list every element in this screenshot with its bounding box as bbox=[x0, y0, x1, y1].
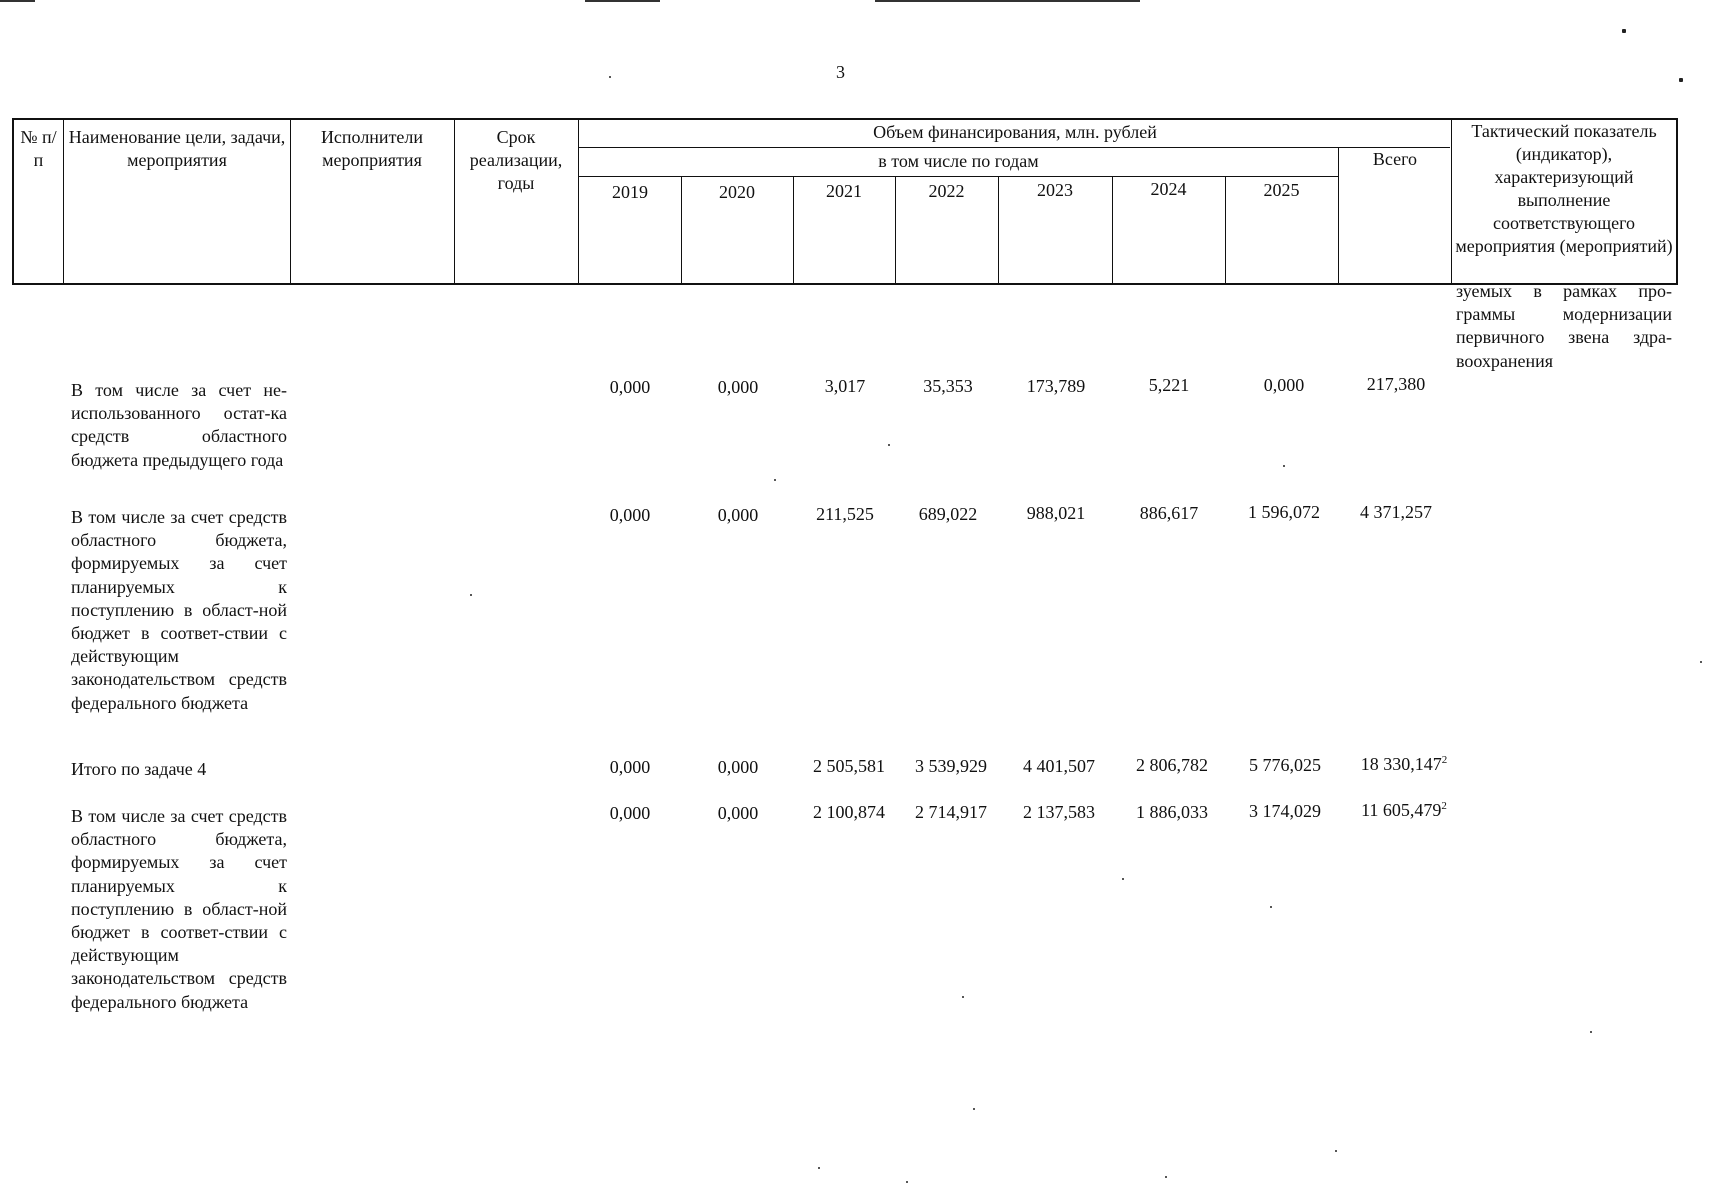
total-text: 18 330,147 bbox=[1360, 754, 1442, 774]
scan-speck bbox=[609, 76, 611, 78]
value-2022: 2 714,917 bbox=[915, 802, 987, 822]
header-year-2020: 2020 bbox=[719, 182, 755, 202]
value-2019: 0,000 bbox=[609, 505, 651, 525]
scan-speck bbox=[1700, 661, 1702, 663]
header-funding: Объем финансирования, млн. рублей bbox=[873, 122, 1157, 142]
table-header bbox=[0, 0, 1711, 300]
value-2020: 0,000 bbox=[717, 803, 759, 823]
header-year-2023: 2023 bbox=[1037, 180, 1073, 200]
value-2022: 689,022 bbox=[918, 504, 978, 524]
scan-speck bbox=[470, 594, 472, 596]
total-text: 4 371,257 bbox=[1360, 502, 1432, 522]
row-label: В том числе за счет средств областного бюджета, формируемых за счет планируемых к поступлению в област-ной бюджет в соответ-ствии с действующим законодательством средств федерального бюджета bbox=[71, 507, 287, 713]
total-text: 217,380 bbox=[1366, 374, 1426, 394]
page-number: 3 bbox=[836, 62, 845, 82]
header-executors: Исполнители мероприятия bbox=[320, 127, 424, 170]
header-year-2021: 2021 bbox=[826, 181, 862, 201]
value-2025: 5 776,025 bbox=[1249, 755, 1321, 775]
scan-speck bbox=[906, 1181, 908, 1183]
value-2025: 1 596,072 bbox=[1248, 502, 1320, 522]
value-2023: 4 401,507 bbox=[1023, 756, 1095, 776]
value-total bbox=[1344, 373, 1448, 396]
scan-speck bbox=[1335, 1150, 1337, 1152]
row-label: В том числе за счет не-использованного остат-ка средств областного бюджета предыдущего года bbox=[71, 380, 287, 470]
value-2022: 35,353 bbox=[923, 376, 973, 396]
value-total bbox=[1344, 501, 1448, 524]
scan-speck bbox=[1622, 29, 1626, 33]
value-2020: 0,000 bbox=[717, 377, 759, 397]
value-2023: 173,789 bbox=[1026, 376, 1086, 396]
value-2021: 211,525 bbox=[816, 504, 874, 524]
value-2023: 2 137,583 bbox=[1023, 802, 1095, 822]
value-2024: 886,617 bbox=[1139, 503, 1199, 523]
scan-speck bbox=[888, 444, 890, 446]
header-year-2022: 2022 bbox=[928, 181, 965, 201]
value-total bbox=[1348, 799, 1460, 822]
header-num: № п/п bbox=[20, 127, 57, 170]
header-by-years: в том числе по годам bbox=[878, 151, 1039, 171]
total-footnote: 2 bbox=[1441, 754, 1448, 766]
value-2024: 1 886,033 bbox=[1136, 802, 1208, 822]
value-2019: 0,000 bbox=[609, 803, 651, 823]
header-year-2024: 2024 bbox=[1150, 179, 1187, 199]
scan-speck bbox=[1590, 1031, 1592, 1033]
header-total: Всего bbox=[1372, 149, 1418, 169]
value-2023: 988,021 bbox=[1026, 503, 1086, 523]
header-name: Наименование цели, задачи, мероприятия bbox=[68, 127, 286, 170]
header-indicator: Тактический показатель (индикатор), характеризующий выполнение соответствующего мероприятия (мероприятий) bbox=[1455, 121, 1673, 256]
row-label: Итого по задаче 4 bbox=[71, 759, 207, 779]
value-2025: 3 174,029 bbox=[1249, 801, 1321, 821]
scan-speck bbox=[1679, 78, 1683, 82]
value-2020: 0,000 bbox=[717, 757, 759, 777]
total-text: 11 605,479 bbox=[1361, 800, 1442, 820]
scan-speck bbox=[1283, 465, 1285, 467]
header-term: Срок реализации, годы bbox=[469, 127, 563, 193]
value-2021: 2 505,581 bbox=[813, 756, 885, 776]
row-label: В том числе за счет средств областного бюджета, формируемых за счет планируемых к поступлению в област-ной бюджет в соответ-ствии с действующим законодательством средств федерального бюджета bbox=[71, 806, 287, 1012]
indicator-continuation: зуемых в рамках про-граммы модернизации первичного звена здра-воохранения bbox=[1456, 281, 1672, 371]
value-2021: 3,017 bbox=[824, 376, 866, 396]
header-year-2025: 2025 bbox=[1263, 180, 1300, 200]
value-2024: 5,221 bbox=[1148, 375, 1190, 395]
scan-speck bbox=[962, 996, 964, 998]
value-2024: 2 806,782 bbox=[1136, 755, 1208, 775]
scan-speck bbox=[1270, 906, 1272, 908]
scan-speck bbox=[1122, 878, 1124, 880]
scan-speck bbox=[774, 479, 776, 481]
value-2025: 0,000 bbox=[1263, 375, 1305, 395]
value-2022: 3 539,929 bbox=[915, 756, 987, 776]
scan-speck bbox=[1165, 1176, 1167, 1178]
value-2019: 0,000 bbox=[609, 757, 651, 777]
value-total bbox=[1348, 753, 1460, 776]
scan-speck bbox=[818, 1167, 820, 1169]
value-2021: 2 100,874 bbox=[813, 802, 885, 822]
scan-speck bbox=[973, 1108, 975, 1110]
value-2019: 0,000 bbox=[609, 377, 651, 397]
value-2020: 0,000 bbox=[717, 505, 759, 525]
header-year-2019: 2019 bbox=[612, 182, 648, 202]
total-footnote: 2 bbox=[1441, 800, 1447, 812]
